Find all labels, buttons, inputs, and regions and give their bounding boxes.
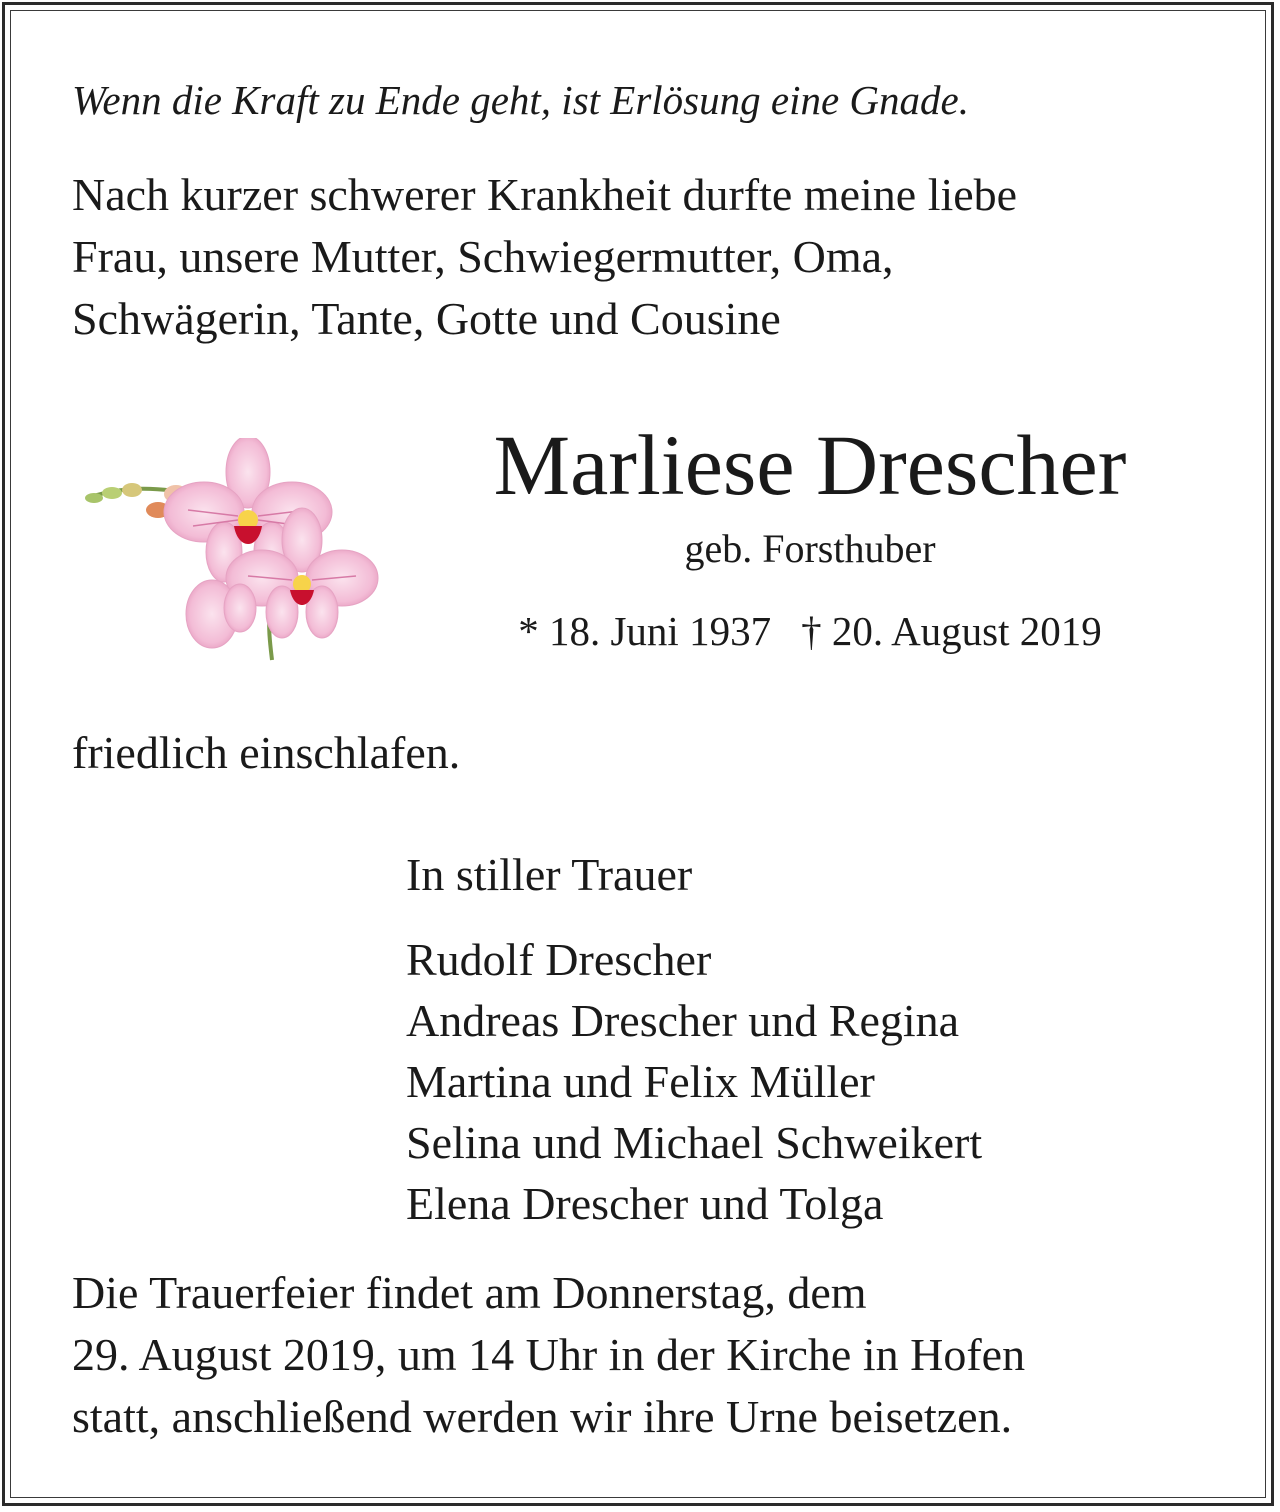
after-name-text: friedlich einschlafen. [72, 727, 461, 778]
intro-text [72, 164, 1017, 350]
life-dates [410, 604, 1210, 658]
intro-line: Schwägerin, Tante, Gotte und Cousine [72, 293, 781, 344]
funeral-info [72, 1262, 1025, 1448]
orchid-flower-icon [80, 438, 380, 668]
mourner-name: Selina und Michael Schweikert [406, 1117, 983, 1168]
mourner-name: Martina und Felix Müller [406, 1056, 875, 1107]
funeral-info-line: statt, anschließend werden wir ihre Urne beisetzen. [72, 1391, 1013, 1442]
intro-line: Frau, unsere Mutter, Schwiegermutter, Oma, [72, 231, 894, 282]
motto-quote: Wenn die Kraft zu Ende geht, ist Erlösung eine Gnade. [72, 77, 969, 123]
intro-line: Nach kurzer schwerer Krankheit durfte meine liebe [72, 169, 1018, 220]
funeral-info-line: Die Trauerfeier findet am Donnerstag, dem [72, 1267, 867, 1318]
death-date: † 20. August 2019 [801, 608, 1102, 654]
maiden-name: geb. Forsthuber [684, 526, 936, 571]
mourner-name: Rudolf Drescher [406, 934, 712, 985]
birth-date: * 18. Juni 1937 [518, 608, 772, 654]
mourner-name: Andreas Drescher und Regina [406, 995, 960, 1046]
funeral-info-line: 29. August 2019, um 14 Uhr in der Kirche in Hofen [72, 1329, 1026, 1380]
mourners-list [406, 929, 982, 1234]
mourning-title: In stiller Trauer [406, 849, 693, 900]
mourner-name: Elena Drescher und Tolga [406, 1178, 884, 1229]
deceased-name: Marliese Drescher [493, 417, 1127, 513]
deceased-block [410, 412, 1210, 658]
